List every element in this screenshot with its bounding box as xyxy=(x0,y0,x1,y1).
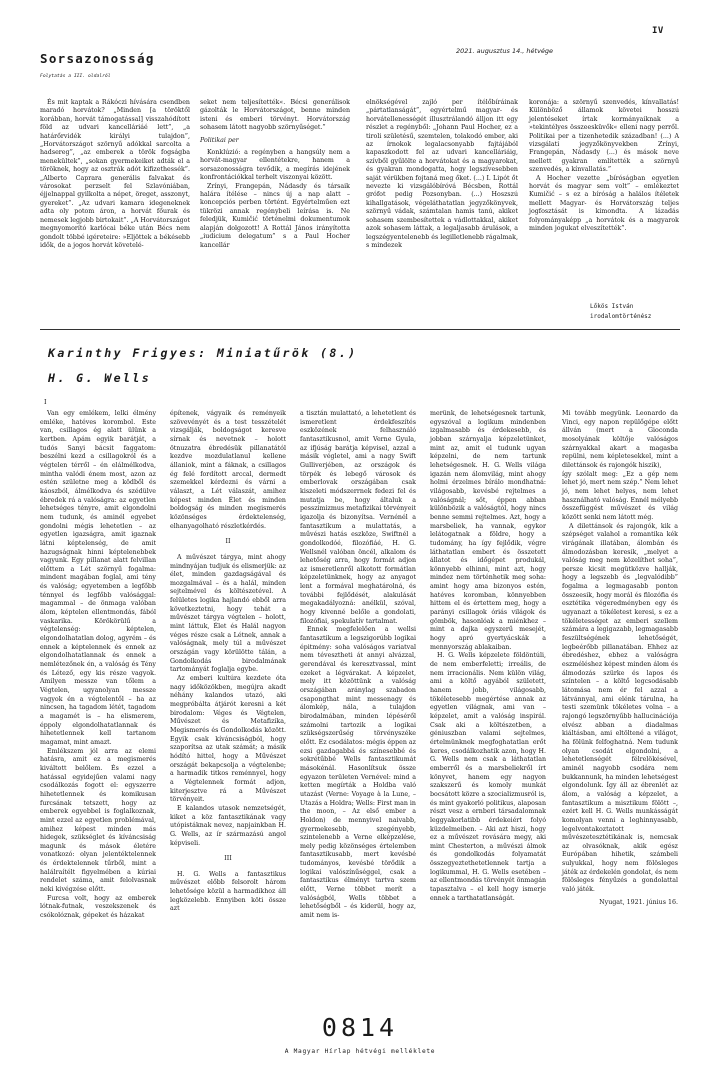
paragraph: Furcsa volt, hogy az emberek lótnak-futnak, veszekszenek és csókolóznak, gépeket és házakat xyxy=(40,894,156,920)
paragraph: a tisztán mulattató, a lehetetlent és ismeretlent érdekfeszítés eszközének felhasználó fantasztikusnol, amit Verne Gyula, az ifjúság barátja képvisel, azzal a másik végletel, ami a nagy Swift Gulliverjében, az országok és törpék és lebegő városok és emberlovak országában csak kiszeleti módszerrnek fedezi fel és mutatja be, hogy általuk a pesszimizmus metafizikai törvényeit igazolja és bizonyítsa. Vernénél a fantasztikum a mulattatás, a művészi hatás eszköze, Swiftnél a gondolkodóé, filozófiáé, H. G. Wellsnél valóban öncél, alkalom és lehetőség arra, hogy formát adjon az ismeretlenről alkotott formátlan képzeletünknek, hogy az anyagot lent a formával meghatárolná, és további fejlődését, alakulását megakadályozná: anélkül, szóval, hogy kivenné belőle a gondolati, filozófiai, spekulatív tartalmat. xyxy=(300,410,416,625)
essay-column-4 xyxy=(430,410,546,903)
top-article-column-1 xyxy=(40,99,190,250)
top-article-column-2 xyxy=(200,99,350,250)
paragraph: Zrínyi, Frangepán, Nádasdy és társaik halára ítélése – nincs új a nap alatt – koncepciós perben történt. Egyértelműen ezt tükrözi annak regénybeli leírása is. Ne feledjük, Kumičić történelmi dokumentumok alapján dolgozott! A Rottál János irányította „iudicium delegatum” s a Paul Hocher kancellár xyxy=(200,182,350,249)
chapter-number: I xyxy=(44,398,47,406)
top-article-column-4 xyxy=(529,99,679,234)
article-continuation-note: Folytatás a III. oldalról xyxy=(40,74,111,79)
paragraph: Konklúzió: a regényben a hangsúly nem a horvát-magyar ellentétekre, hanem a sorsazonosságra tevődik, a megírás idejének konfrontációkkal terhelt viszonyai között. xyxy=(200,149,350,182)
footer-issue-number: 0814 xyxy=(321,1013,399,1042)
section-divider xyxy=(40,329,680,330)
top-article-column-3 xyxy=(366,99,518,250)
essay-column-3 xyxy=(300,410,416,921)
issue-date: 2021. augusztus 14., hétvége xyxy=(456,47,554,55)
paragraph: Emlékszem jól arra az elemi hatásra, amit ez a megismerés kiváltott belőlem. És ezzel a hatással egyidejűen valami nagy csodálkozás fogott el: egyszerre hihetetlennek és komikusan furcsának tetszett, hogy az emberek egyebbel is foglalkoznak, mint ezzel az egyetlen problémával, amihez képest minden más hidegek, szükséglet és kíváncsiság magunk és mások életére vonatkozó: olyan jelentéktelennek és érdektelennek tűrből, mint a halálraítélt figyelmében a kúriai rendelet száma, amit felolvasnak neki kivégzése előtt. xyxy=(40,747,156,894)
paragraph: elnökségével zajló per ítélőbíráinak „pártatlanságát”, egyértelmű magyar- és horvátellenességét illusztrálandó álljon itt egy részlet a regényből: „Johann Paul Hocher, ez a tiroli születésű, szemtelen, tolakodó ember, aki az írnokok legalacsonyabb fajtájából kapaszkodott fel az udvari kancelláriáig, szívből gyűlölte a horvátokat és a magyarokat, és gyakran mondogatta, hogy legszívesebben saját vérükben fojtaná meg őket. (...) I. Lipót őt nevezte ki vizsgálóbíróvá Bécsben, Rottál grófot pedig Pozsonyban. (...) Hoszszú kihallgatások, végeláthatatlan jegyzőkönyvek, szörnyű vádak, számtalan hamis tanú, akiket sohasem szembesítettek a vádlottakkal, akiket azok sohasem láttak, a legaljasabb árulások, a legszégyentelenebb és legilletlenebb rágalmak, s mindezek xyxy=(366,99,518,249)
paragraph: H. G. Wells képzelete földöntúli, de nem emberfeletti; irreális, de nem irracionális. Nem külön világ, ami a költő agyából született, hanem jobb, világosabb, tökéletesebb megértése annak az egyetlen világnak, ami van – képzelet, amit a valóság inspirál. Csak aki a költészetben, a géniuszban valami sejtelmes, értelmünknek megfoghatatlan erőt keres, csodálkozhatik azon, hogy H. G. Wells nem csak a láthatatlan emberről és a marsbeliekről írt könyvet, hanem egy nagyon szakszerű és komoly munkát bocsátott közre a szocializmusról is, és mint gyakorló politikus, alaposan részt vesz a ernberi társadalomnak leggyakorlatibb érdekeiért folyó küzdelmeiben. – Aki azt hiszi, hogy ez a művészet rovására megy, aki mint Chesterton, a művészi álmok és gondolkodás folyamatát összegyeztethetetlennek tartja a logikummal, H. G. Wells esetében – az ellentmondás törvényét önmagán tapasztalva – el kell hogy ismerje ennek a tarthatatlanságát. xyxy=(430,652,546,902)
essay-column-2 xyxy=(170,410,286,914)
paragraph: Mi tovább megyünk. Leonardo da Vinci, egy napon repülőgépe előtt állván (mert a Gioconda mosolyának költője valóságos szárnyakkal akart a magasba repülni, nem képletesekkel, mint a dilettánsok és rajongók hiszik), xyxy=(562,410,678,469)
essay-column-1 xyxy=(40,410,156,921)
paragraph: Van egy emlékem, lelki élmény emléke, hatéves korombol. Este van, csillagos ég alatt ülünk a kertben. Apám egyik barátját, a tudós Sanyi bácsit faggatom: beszélni kezd a csillagokról és a végtelen térről – én elálmélkodva, mintha valódi énem most, azon az estén születne meg a ködből és káoszból, álmélkodva és szédülve ébredek rá a valóságra: az egyetlen lehetséges tényre, amit elgondolni nem tudunk, és aminél egyebet gondolni mégis lehetetlen – az egyetlen igazságra, amit igaznak látni képtelenség, de amit hazugságnak hinni képtelenebbek vagyunk. Egy pillanat alatt felvillan előttem a Lét szörnyű fogalma: mindent magában foglal, ami tény és valóság; egyetemben a legfőbb ténnyel és legfőbb valósággal: magammal – de önmaga valóban álom, képtelen ellentmondás, fából vaskarika. Körökörülű a végtelenség: képtelen, elgondolhatatlan dolog, agyrém – és ennek a képtelennek és ennek az elgondolhatatlannak és ennek a nemlétezőnek én, a valóság és Tény és Létező, egy kis része vagyok. Amilyen messze van tőlem a Végtelen, ugyanolyan messze vagyok én a végtelentől – ha az nincsen, ha tagadom létét, tagadom a magamét is – ha elismerem, éppoly elgondolhatatlannak és hihetetlennek kell tartanom magamat, mint amazt. xyxy=(40,410,156,746)
footer-caption: A Magyar Hírlap hétvégi melléklete xyxy=(284,1048,436,1055)
subheading: Politikai per xyxy=(200,136,239,144)
paragraph: így szólalt meg: „Ez a gép nem lehet jó, mert nem szép.” Nem lehet jó, nem lehet helyes, nem lehet használható valóság. Ennél mélyebb összefüggést művészet és világ között senki nem látott még. xyxy=(562,470,678,521)
paragraph: Ennek megfelelően a wellsi fantasztikum a legszigorúbb logikai épitmény: soha valóságos variatval nem tévesztheti át annyi alvázzal, gerendával és keresztvassal, mint ezeket a légvárakat. A képzelet, mely itt közöttünk a valóság országában aránylag szabadon csapongthat mint messenagy és álomkép, nála, a tulajdon birodalmában, minden lépéséről számolni tartozik a logikai szükségszerűség törvényszéke előtt. Ez csodálatos: mégis éppen az ezsi gazdagabbá és színesebbé és sokrétűbbé Wells fantasztikumát másokénál. Hasonlítsuk össze egyazon területen Vernével: mind a ketten megírták a Holdba való utazást (Verne: Voyage à la Lune, – Utazás a Holdra; Wells: First man in the moon, – Az első ember a Holdon) de mennyivel naivabb, gyermekesebb, szegényebb, szintelenebb a Verne elképzelése, mely pedig közönséges értelemben fantasztikusabb, mert kevésbé tudományos, kevésbé törődik a logikai valószínűséggel, csak a fantasztikus élményt tartva szem előtt, Verne többet merít a valóságból, Wells többet a lehetőségből – és kiderül, hogy az, amit nem is- xyxy=(300,626,416,920)
paragraph: És mit kaptak a Rákóczi hívására csendben maradó horvátok? „Minden [a töröktől korábban, horvát támogatással] visszahódított föld az udvari kancelláriáé lett”, „a határőrvidék királyi tulajdon”, „Horvátországot szörnyű adókkal sarcolta a hadsereg”, „az emberek a török fogságba menekültek”, „sokan gyermekeiket adták el a töröknek, hogy az osztrák adót kifizethessék”. „Alberto Caprara generális falvakat és városokat perzselt fel Szlavóniában, éjjelnappal gyilkolta a népet, öreget, asszonyt, gyereket”. „Az udvari kamara idegeneknek adta oly potom áron, a horvát főurak és nemesek legjobb birtokait”. „A Horvátországot megnyomorító karlócai béke után Bécs nem gondolt többé igéreteire: »Eljöttek a békésebb idők, de a jogos horvát követelé- xyxy=(40,99,190,249)
author-signature xyxy=(590,302,700,322)
author-role: irodalomtörténész xyxy=(590,313,652,320)
paragraph: merünk, de lehetségesnek tartunk, egyszóval a logikum mindenben izgalmasabb és érdekesebb, és jobban szárnyalja képzeletünket, mint az, amit el tudunk ugyan képzelni, de nem tartunk lehetségesnek. H. G. Wells világa igazán nem álomvilág, mint ahogy holmi érzelmes bírálo mondhatná: világosabb, kevésbé rejtelmes a valóságnál; sőt, éppen abban különbözik a valóságtól, hogy nincs benne semmi rejtelmes. Azt, hogy a marsbeliek, ha vannak, egykor lelátogatnak a földre, hogy a tudomány, ha így fejlődik, végre láthatatlan embert és összetett állatot és időgépet produkál, könnyebb elhinni, mint azt, hogy mindez nem történhetik meg soha: amint hogy ama bizonyos estén, hatéves koromban, könnyebben hittem el és értettem meg, hogy a parányi csillagok óriás világok és gömbök, hasonlóak a miénkhez – mint a dajka egyszerű mesejét, hogy apró gyertyácskák a mennyország ablakaiban. xyxy=(430,410,546,651)
page-number: IV xyxy=(652,26,664,36)
article-heading: H. G. Wells xyxy=(48,371,152,385)
paragraph: A dilettánsok és rajongók, kik a szépséget valahol a romantika kék virágának illatában, álombán és álmodozásban keresik, „melyet a valóság meg nem közelíthet soha”, persze kicsit megütközve hallják, hogy a legszebb és „legvalódibb” fogalma a legmagasabb ponton összeesik, hogy morál és filozófia és esztétika végeredményben egy és ugyanazt a tökéletest keresi, s ez a tökéletességet az emberi szellem számára a legigazabb, legmagasabb feszültségének lehetőségét, legbeérőbb pillanatában. Ehhez az ébredéshez, ebhez a valóságra eszméléshez képest minden álom és álmodozás szürke és lapos és színtelen – a költő legcsodásabb látomása nem ér fel azzal a látvánnyal, ami elénk tárulna, ha testi szemünk tökéletes volna – a rajongó legszörnyűbb hallucinációja elvész abban a diadalmas kiáltásban, ami eltöltené a világot, ha fölünk felfoghatná. Nem tudunk olyan csodát elgondolni, a lehetetlenségét félrelökésével, aminél nagyobb csodára nem bukkannunk, ha minden lehetségest elgondolunk. Így áll az ébrenlét az álom, a valóság a képzelet, a fantasztikum a misztikum fölött –, ezért kell H. G. Wells munkásságát komolyan venni a leghinnyasabb, legelvontakoztatott művészetesztétikának is, nemcsak az olvasóknak, akik egész Európában hihetik, számbeli sulyukkal, hogy nem fölösleges játék az érdekelén gondolat, és nem fölösleges fényűzés a gondolattal való játék. xyxy=(562,522,678,894)
paragraph: A Hocher vezette „bíróságban egyetlen horvát és magyar sem volt” – emlékeztet Kumičić – s ez a bíróság a halálos ítéletek mellett Magyar- és Horvátország teljes jogfosztását is kimondta. A lázadás folyományaképp „a horvátok és a magyarok minden jogukat elveszítették”. xyxy=(529,174,679,233)
chapter-number: II xyxy=(225,538,231,546)
author-name: Lőkös István xyxy=(590,303,634,310)
article-title: Sorsazonosság xyxy=(40,51,155,66)
chapter-number: III xyxy=(224,855,232,863)
paragraph: E kalandos utasok nemzetségét, kiket a köz fantasztikának vagy utópistáknak nevez, napjainkban H. G. Wells, az ír származású angol képviseli. xyxy=(170,804,286,847)
paragraph: koronája: a szörnyű szenvedés, kínvallatás! Különböző államok követei hosszú jelentéseket írtak kormányaiknak a »tekintélyes összeesküvők« elleni nagy perről. Politikai per a tizenhetedik században! (...) A vizsgálati jegyzőkönyvekben Zrínyi, Frangepán, Nádasdy (...) és mások neve mellett gyakran említették a szörnyű szenvedés, a kínvallatás.” xyxy=(529,99,679,174)
paragraph: építenek, vágyaik és reményeik szövevényét és a test tesszételét vizsgálják, boldogságot keresve sírnak és nevetnek – holott ötnuzatra ébredésük pillanatától kezdve mozdulatlanul kellene állaniok, mint a fáknak, a csillagos ég felé fordított arccal, dermedt szemekkel kérdezni és várni a választ, a Lét válaszát, amihez képest minden Élet és minden boldogság és minden megismerés közönséges érdektelenség, elhanyagolható részletkérdés. xyxy=(170,410,286,530)
paragraph: seket nem teljesítették«. Bécsi generálisok gázolták le Horvátországot, benne minden isteni és emberi törvényt. Horvátország sohasem látott nagyobb szörnyűséget.” xyxy=(200,99,350,132)
essay-column-5 xyxy=(562,410,678,907)
paragraph: Az emberi kultúra kezdete óta nagy időközökben, megújra akadt néhány kalandos utazó, aki megpróbálta átjárót keresni a két birodalom: Véges és Végtelen, Művészet és Metafizika, Megismerés és Gondolkodás között. Egyik csak kíváncsiságból, hogy szaporítsa az utak számát; a másik hódító hittel, hogy a Művészet országát bekapcsolja a végtelenbe; a harmadik titkos reménnyel, hogy a Végtelennek formát adjon, kiterjesztve rá a Művészet törvényeit. xyxy=(170,675,286,804)
series-title: Karinthy Frigyes: Miniatűrök (8.) xyxy=(48,346,358,360)
paragraph: H. G. Wells a fantasztikus művészet előbb felsorolt három lehetősége közül a harmadikhoz áll legközelebb. Ennyiben köti össze azt xyxy=(170,870,286,913)
paragraph: A művészet tárgya, mint ahogy mindnyájan tudjuk és elismerjük: az élet, minden gazdagságával és mozgalmával – és a halál, minden sejtelmével és költészetével. A felületes logika hajlandó ebből arra következtetni, hogy tehát a művészet tárgya végtelen – holott, mint láttuk, Élet és Halál nagyon véges része csak a Létnek, annak a valóságnak, mely túl a művészet országán vagy körülötte tálán, a Gondolkodás birodalmának tartományát foglalja egybe. xyxy=(170,553,286,674)
source-citation: Nyugat, 1921. június 16. xyxy=(599,898,678,906)
